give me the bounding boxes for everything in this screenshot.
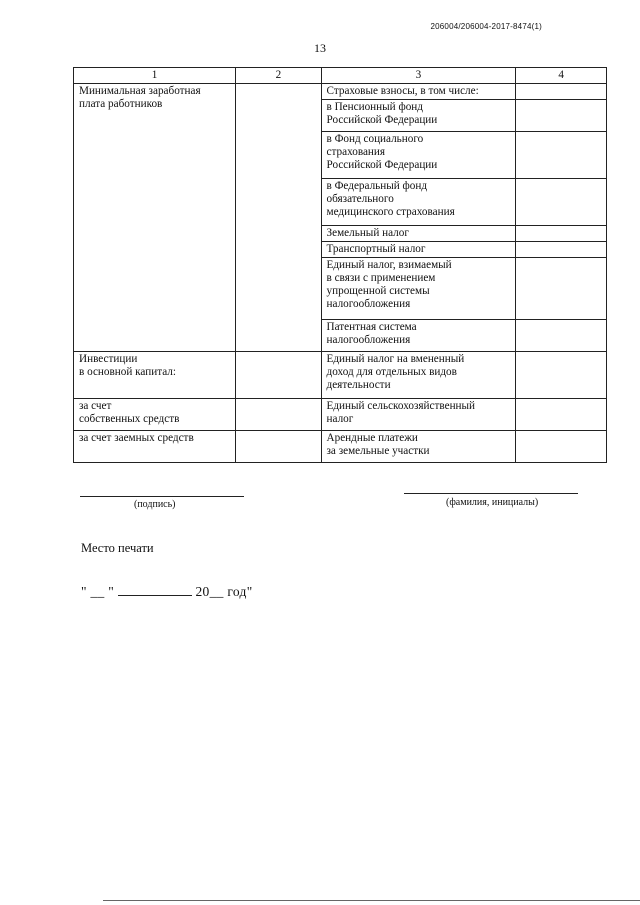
value-cell-col2 (236, 431, 321, 463)
payment-type-text-line: Страховые взносы, в том числе: (326, 85, 479, 97)
signature-caption: (подпись) (134, 499, 176, 510)
value-cell-col4 (516, 352, 607, 399)
table-row (74, 399, 607, 431)
indicator-cell (74, 431, 236, 463)
indicator-cell (74, 399, 236, 431)
year-blank: __ (209, 584, 224, 599)
year-prefix: 20 (195, 584, 210, 599)
table-header-row (74, 68, 607, 84)
indicator-cell (74, 84, 236, 352)
indicator-text-line: за счет заемных средств (79, 432, 194, 444)
date-line (81, 584, 253, 600)
indicator-text-line: Инвестиции (79, 353, 138, 365)
document-id: 206004/206004-2017-8474(1) (430, 22, 542, 31)
value-cell-col4 (516, 226, 607, 242)
value-cell-col4 (516, 242, 607, 258)
payment-type-text-line: за земельные участки (326, 445, 430, 457)
payment-type-text-line: налогообложения (326, 334, 411, 346)
payment-type-text-line: Единый сельскохозяйственный (326, 400, 476, 412)
value-cell-col2 (236, 352, 321, 399)
payment-type-text-line: в Федеральный фонд (326, 180, 428, 192)
payment-type-text-line: налогообложения (326, 298, 411, 310)
payment-type-text-line: страхования (326, 146, 386, 158)
value-cell-col4 (516, 179, 607, 226)
payment-type-cell (321, 100, 516, 132)
indicator-text-line: собственных средств (79, 413, 180, 425)
indicator-cell (74, 352, 236, 399)
scan-edge-rule (103, 900, 640, 901)
indicator-text-line: плата работников (79, 98, 163, 110)
payment-type-text-line: в связи с применением (326, 272, 436, 284)
table-row (74, 84, 607, 100)
value-cell-col2 (236, 399, 321, 431)
month-blank-line (118, 585, 192, 596)
indicator-text-line: в основной капитал: (79, 366, 176, 378)
value-cell-col4 (516, 84, 607, 100)
payment-type-text-line: в Пенсионный фонд (326, 101, 423, 113)
date-open-quote: " (81, 584, 87, 599)
payment-type-text-line: Земельный налог (326, 227, 409, 239)
value-cell-col2 (236, 84, 321, 352)
value-cell-col4 (516, 100, 607, 132)
column-header: 3 (321, 68, 516, 84)
payment-type-text-line: Российской Федерации (326, 159, 438, 171)
payment-type-cell (321, 320, 516, 352)
column-header: 4 (516, 68, 607, 84)
value-cell-col4 (516, 132, 607, 179)
indicator-text-line: за счет (79, 400, 112, 412)
column-header: 1 (74, 68, 236, 84)
table-row (74, 431, 607, 463)
payment-type-text-line: в Фонд социального (326, 133, 424, 145)
payment-type-text-line: деятельности (326, 379, 391, 391)
seal-label: Место печати (81, 541, 154, 555)
payment-type-cell (321, 352, 516, 399)
payment-type-text-line: обязательного (326, 193, 394, 205)
name-line (404, 493, 578, 494)
payment-type-cell (321, 132, 516, 179)
payment-type-text-line: Единый налог, взимаемый (326, 259, 452, 271)
payment-type-text-line: налог (326, 413, 354, 425)
value-cell-col4 (516, 431, 607, 463)
report-table (73, 67, 607, 463)
indicator-text-line: Минимальная заработная (79, 85, 201, 97)
payment-type-text-line: медицинского страхования (326, 206, 455, 218)
payment-type-text-line: доход для отдельных видов (326, 366, 457, 378)
payment-type-text-line: Российской Федерации (326, 114, 438, 126)
payment-type-text-line: Патентная система (326, 321, 417, 333)
date-close-quote: " (108, 584, 115, 599)
payment-type-text-line: Арендные платежи (326, 432, 418, 444)
payment-type-text-line: Транспортный налог (326, 243, 426, 255)
payment-type-cell (321, 431, 516, 463)
table-row (74, 352, 607, 399)
payment-type-text-line: Единый налог на вмененный (326, 353, 465, 365)
year-word: год" (227, 584, 253, 599)
payment-type-cell (321, 226, 516, 242)
payment-type-cell (321, 242, 516, 258)
table-body (74, 84, 607, 463)
report-table-wrapper (73, 67, 607, 463)
name-caption: (фамилия, инициалы) (446, 497, 539, 508)
value-cell-col4 (516, 399, 607, 431)
column-header: 2 (236, 68, 321, 84)
day-blank: __ (90, 584, 105, 599)
payment-type-cell (321, 84, 516, 100)
payment-type-cell (321, 258, 516, 320)
payment-type-text-line: упрощенной системы (326, 285, 430, 297)
page-number: 13 (314, 41, 326, 55)
value-cell-col4 (516, 320, 607, 352)
payment-type-cell (321, 399, 516, 431)
signature-line (80, 496, 244, 497)
value-cell-col4 (516, 258, 607, 320)
payment-type-cell (321, 179, 516, 226)
